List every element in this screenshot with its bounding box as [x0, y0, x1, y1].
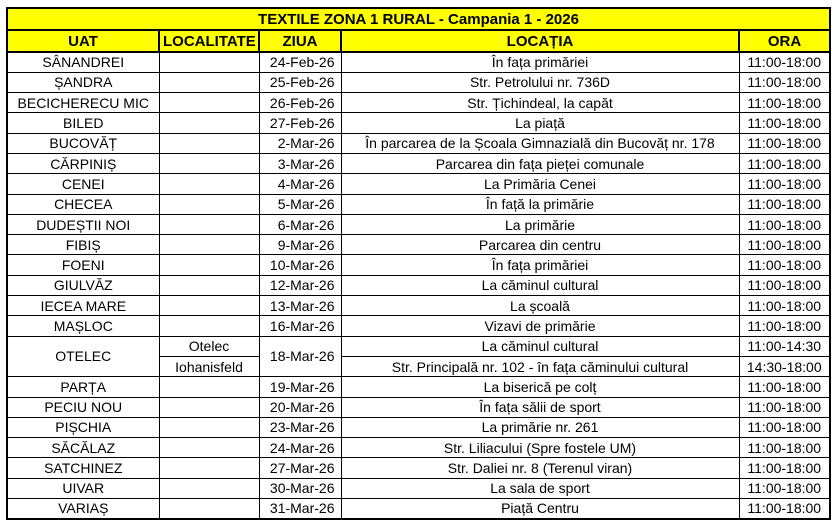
- cell-ora: 11:00-18:00: [739, 417, 830, 437]
- cell-ora: 11:00-18:00: [739, 397, 830, 417]
- cell-locatia: La Primăria Cenei: [341, 174, 739, 194]
- cell-ziua: 27-Feb-26: [259, 113, 341, 133]
- cell-locatia: Vizavi de primărie: [341, 316, 739, 336]
- cell-localitate: [159, 438, 259, 458]
- cell-localitate: Iohanisfeld: [159, 356, 259, 376]
- cell-ziua: 6-Mar-26: [259, 214, 341, 234]
- cell-ziua: 16-Mar-26: [259, 316, 341, 336]
- cell-ora: 11:00-18:00: [739, 153, 830, 173]
- cell-localitate: Otelec: [159, 336, 259, 356]
- cell-ziua: 24-Feb-26: [259, 52, 341, 72]
- cell-uat: ȘANDRA: [7, 72, 159, 92]
- cell-ziua: 30-Mar-26: [259, 478, 341, 498]
- cell-locatia: La școală: [341, 296, 739, 316]
- cell-ziua: 4-Mar-26: [259, 174, 341, 194]
- cell-uat: FIBIȘ: [7, 235, 159, 255]
- cell-localitate: [159, 113, 259, 133]
- cell-locatia: La biserică pe colț: [341, 377, 739, 397]
- cell-ziua: 13-Mar-26: [259, 296, 341, 316]
- column-header-ora: ORA: [739, 30, 830, 52]
- cell-ora: 11:00-18:00: [739, 93, 830, 113]
- cell-ora: 11:00-18:00: [739, 133, 830, 153]
- cell-ziua: 25-Feb-26: [259, 72, 341, 92]
- table-row: [7, 478, 830, 498]
- cell-ora: 11:00-18:00: [739, 499, 830, 519]
- table-body: [7, 52, 830, 519]
- cell-locatia: În parcarea de la Școala Gimnazială din Bucovăț nr. 178: [341, 133, 739, 153]
- cell-locatia: Str. Petrolului nr. 736D: [341, 72, 739, 92]
- cell-ziua: 18-Mar-26: [259, 336, 341, 377]
- cell-ora: 11:00-18:00: [739, 52, 830, 72]
- table-row: [7, 214, 830, 234]
- cell-uat: CENEI: [7, 174, 159, 194]
- textile-schedule-table: [6, 7, 831, 520]
- cell-ora: 11:00-14:30: [739, 336, 830, 356]
- cell-ora: 11:00-18:00: [739, 194, 830, 214]
- table-row: [7, 438, 830, 458]
- cell-ora: 11:00-18:00: [739, 377, 830, 397]
- cell-locatia: La primărie: [341, 214, 739, 234]
- cell-ora: 11:00-18:00: [739, 255, 830, 275]
- cell-uat: PECIU NOU: [7, 397, 159, 417]
- table-row: [7, 458, 830, 478]
- table-row: [7, 235, 830, 255]
- cell-locatia: La sala de sport: [341, 478, 739, 498]
- cell-uat: CHECEA: [7, 194, 159, 214]
- cell-uat: SATCHINEZ: [7, 458, 159, 478]
- table-row: [7, 316, 830, 336]
- cell-ziua: 9-Mar-26: [259, 235, 341, 255]
- table-row: [7, 417, 830, 437]
- cell-ora: 11:00-18:00: [739, 174, 830, 194]
- cell-ziua: 20-Mar-26: [259, 397, 341, 417]
- cell-locatia: În fața primăriei: [341, 52, 739, 72]
- table-row: [7, 296, 830, 316]
- column-header-localitate: LOCALITATE: [159, 30, 259, 52]
- cell-ziua: 3-Mar-26: [259, 153, 341, 173]
- table-row: [7, 113, 830, 133]
- cell-locatia: La căminul cultural: [341, 336, 739, 356]
- cell-uat: DUDEȘTII NOI: [7, 214, 159, 234]
- cell-ora: 11:00-18:00: [739, 478, 830, 498]
- column-header-ziua: ZIUA: [259, 30, 341, 52]
- cell-uat: CĂRPINIȘ: [7, 153, 159, 173]
- cell-localitate: [159, 417, 259, 437]
- cell-locatia: Parcarea din fața pieței comunale: [341, 153, 739, 173]
- cell-ziua: 10-Mar-26: [259, 255, 341, 275]
- cell-uat: MAȘLOC: [7, 316, 159, 336]
- cell-ora: 11:00-18:00: [739, 275, 830, 295]
- column-header-uat: UAT: [7, 30, 159, 52]
- cell-ora: 11:00-18:00: [739, 72, 830, 92]
- cell-localitate: [159, 133, 259, 153]
- cell-localitate: [159, 153, 259, 173]
- cell-uat: BUCOVĂȚ: [7, 133, 159, 153]
- cell-localitate: [159, 194, 259, 214]
- cell-localitate: [159, 72, 259, 92]
- cell-uat: GIULVĂZ: [7, 275, 159, 295]
- cell-localitate: [159, 478, 259, 498]
- table-row: [7, 52, 830, 72]
- table-row: [7, 72, 830, 92]
- cell-ziua: 12-Mar-26: [259, 275, 341, 295]
- cell-ziua: 26-Feb-26: [259, 93, 341, 113]
- table-row: [7, 377, 830, 397]
- table-row: [7, 93, 830, 113]
- cell-locatia: În față la primărie: [341, 194, 739, 214]
- cell-ziua: 19-Mar-26: [259, 377, 341, 397]
- table-row: [7, 194, 830, 214]
- cell-localitate: [159, 296, 259, 316]
- cell-locatia: La căminul cultural: [341, 275, 739, 295]
- cell-uat: OTELEC: [7, 336, 159, 377]
- cell-uat: SÂNANDREI: [7, 52, 159, 72]
- cell-uat: FOENI: [7, 255, 159, 275]
- cell-localitate: [159, 93, 259, 113]
- table-title: TEXTILE ZONA 1 RURAL - Campania 1 - 2026: [7, 8, 830, 30]
- cell-uat: BECICHERECU MIC: [7, 93, 159, 113]
- cell-uat: UIVAR: [7, 478, 159, 498]
- table-row: [7, 133, 830, 153]
- table-header-row: [7, 30, 830, 52]
- cell-ziua: 2-Mar-26: [259, 133, 341, 153]
- cell-uat: VARIAȘ: [7, 499, 159, 519]
- cell-ziua: 24-Mar-26: [259, 438, 341, 458]
- cell-uat: BILED: [7, 113, 159, 133]
- cell-ziua: 27-Mar-26: [259, 458, 341, 478]
- cell-locatia: Str. Țichindeal, la capăt: [341, 93, 739, 113]
- cell-ora: 11:00-18:00: [739, 113, 830, 133]
- cell-ora: 11:00-18:00: [739, 296, 830, 316]
- cell-locatia: În fața primăriei: [341, 255, 739, 275]
- column-header-locatia: LOCAȚIA: [341, 30, 739, 52]
- cell-localitate: [159, 214, 259, 234]
- cell-uat: IECEA MARE: [7, 296, 159, 316]
- cell-ora: 14:30-18:00: [739, 356, 830, 376]
- cell-ora: 11:00-18:00: [739, 316, 830, 336]
- cell-ziua: 5-Mar-26: [259, 194, 341, 214]
- cell-localitate: [159, 316, 259, 336]
- table-title-row: [7, 8, 830, 30]
- cell-locatia: La primărie nr. 261: [341, 417, 739, 437]
- cell-locatia: Str. Liliacului (Spre fostele UM): [341, 438, 739, 458]
- cell-localitate: [159, 52, 259, 72]
- cell-ora: 11:00-18:00: [739, 438, 830, 458]
- cell-ora: 11:00-18:00: [739, 235, 830, 255]
- cell-localitate: [159, 458, 259, 478]
- table-row: [7, 275, 830, 295]
- table-row: [7, 255, 830, 275]
- cell-localitate: [159, 499, 259, 519]
- cell-ziua: 23-Mar-26: [259, 417, 341, 437]
- table-row: [7, 397, 830, 417]
- cell-uat: PARȚA: [7, 377, 159, 397]
- table-row: [7, 174, 830, 194]
- cell-localitate: [159, 174, 259, 194]
- cell-uat: SĂCĂLAZ: [7, 438, 159, 458]
- cell-locatia: Str. Daliei nr. 8 (Terenul viran): [341, 458, 739, 478]
- cell-localitate: [159, 235, 259, 255]
- cell-localitate: [159, 377, 259, 397]
- cell-locatia: Piață Centru: [341, 499, 739, 519]
- cell-locatia: Str. Principală nr. 102 - în fața căminului cultural: [341, 356, 739, 376]
- cell-locatia: Parcarea din centru: [341, 235, 739, 255]
- cell-locatia: La piață: [341, 113, 739, 133]
- cell-localitate: [159, 255, 259, 275]
- cell-locatia: În fața sălii de sport: [341, 397, 739, 417]
- cell-ora: 11:00-18:00: [739, 214, 830, 234]
- cell-localitate: [159, 397, 259, 417]
- cell-uat: PIȘCHIA: [7, 417, 159, 437]
- cell-localitate: [159, 275, 259, 295]
- cell-ora: 11:00-18:00: [739, 458, 830, 478]
- cell-ziua: 31-Mar-26: [259, 499, 341, 519]
- table-row: [7, 499, 830, 519]
- table-row: [7, 153, 830, 173]
- table-row: [7, 336, 830, 356]
